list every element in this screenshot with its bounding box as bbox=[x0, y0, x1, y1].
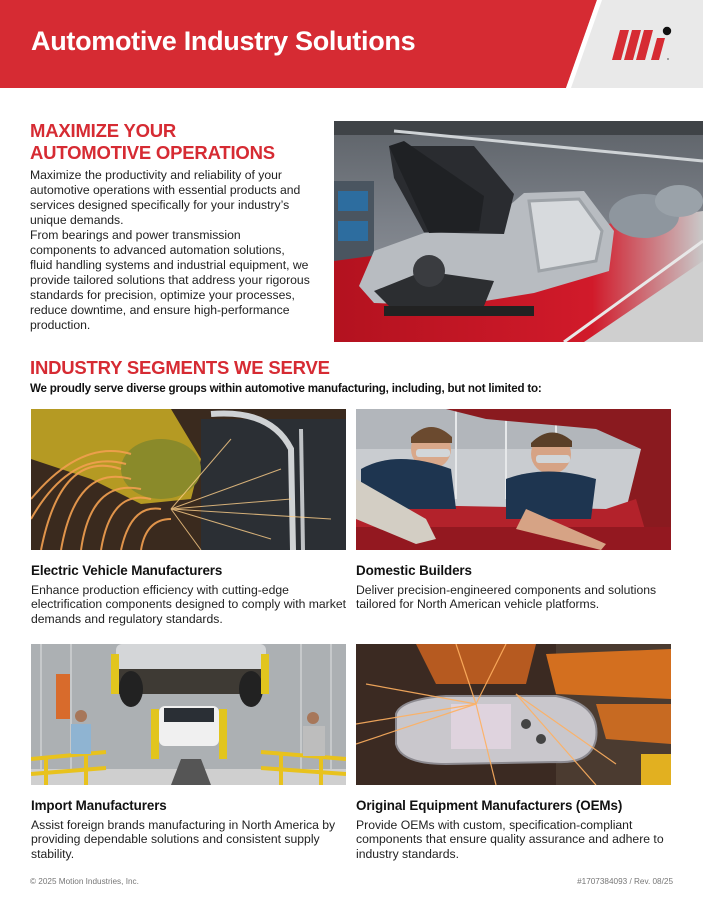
header-banner bbox=[0, 0, 703, 88]
page-title: Automotive Industry Solutions bbox=[31, 26, 416, 56]
intro-heading-line1: MAXIMIZE YOUR bbox=[30, 120, 177, 141]
intro-heading bbox=[30, 120, 320, 164]
segments-subheading: We proudly serve diverse groups within automotive manufacturing, including, but not limited to: bbox=[30, 382, 542, 395]
intro-heading-line2: AUTOMOTIVE OPERATIONS bbox=[30, 142, 275, 163]
motion-industries-logo-icon bbox=[612, 26, 674, 66]
intro-paragraph-2: From bearings and power transmission components to advanced automation solutions, fluid handling systems and industrial equipment, we provide tailored solutions that address your rigorous standards for precision, optimize your processes, reduce downtime, and ensure high-performance production. bbox=[30, 228, 310, 332]
card-image-robotic-welding bbox=[31, 409, 346, 550]
footer-copyright: © 2025 Motion Industries, Inc. bbox=[30, 877, 139, 886]
card-desc-import-manufacturers: Assist foreign brands manufacturing in North America by providing dependable solutions and consistent supply stability. bbox=[31, 818, 336, 861]
card-desc-oems: Provide OEMs with custom, specification-compliant components that ensure quality assurance and adhere to industry standards. bbox=[356, 818, 664, 861]
footer-document-id: #1707384093 / Rev. 08/25 bbox=[577, 877, 673, 886]
segments-heading: INDUSTRY SEGMENTS WE SERVE bbox=[30, 357, 330, 378]
intro-paragraph-1: Maximize the productivity and reliability of your automotive operations with essential products and services designed specifically for your industry’s unique demands. bbox=[30, 168, 301, 227]
card-image-robotic-car-body bbox=[356, 644, 671, 785]
card-image-assembly-line bbox=[31, 644, 346, 785]
card-title-oems: Original Equipment Manufacturers (OEMs) bbox=[356, 798, 623, 813]
card-image-workers-red-car bbox=[356, 409, 671, 550]
hero-image-car-assembly bbox=[334, 121, 703, 342]
card-title-domestic-builders: Domestic Builders bbox=[356, 563, 472, 578]
card-desc-ev-manufacturers: Enhance production efficiency with cutting-edge electrification components designed to comply with market demands and regulatory standards. bbox=[31, 583, 346, 626]
card-title-ev-manufacturers: Electric Vehicle Manufacturers bbox=[31, 563, 223, 578]
card-title-import-manufacturers: Import Manufacturers bbox=[31, 798, 167, 813]
card-desc-domestic-builders: Deliver precision-engineered components and solutions tailored for North American vehicle platforms. bbox=[356, 583, 657, 612]
